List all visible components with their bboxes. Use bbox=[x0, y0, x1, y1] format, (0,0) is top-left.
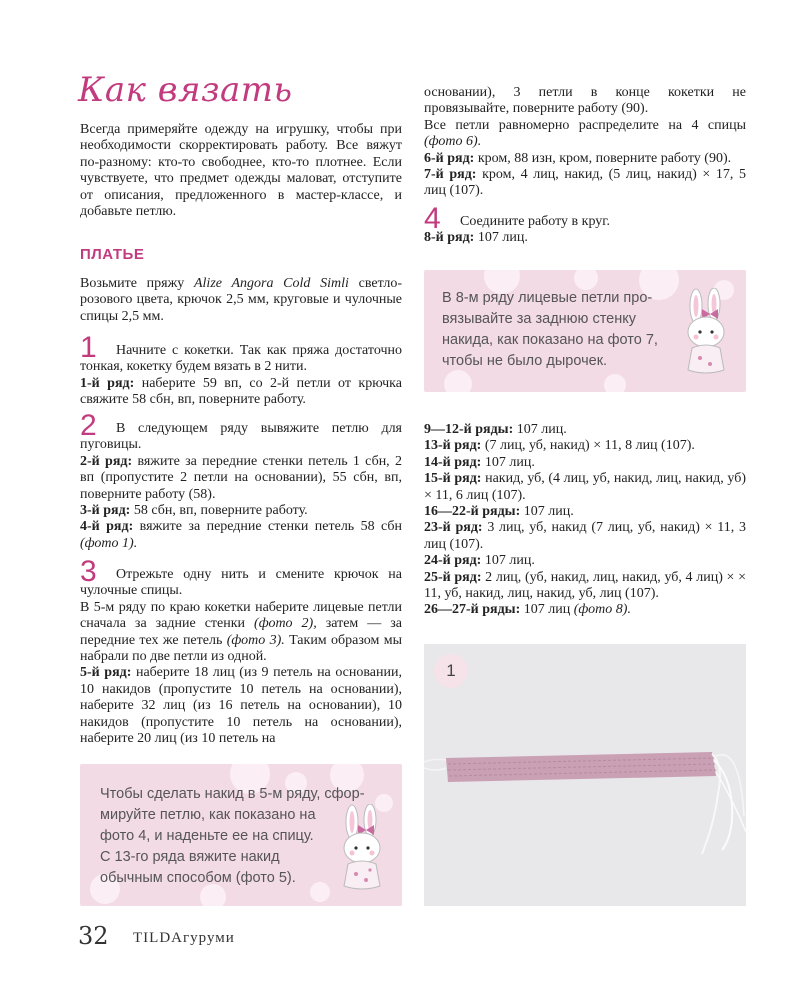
row-5-intro bbox=[80, 600, 402, 666]
text: Таким образом мы набрали по две петли из одной. bbox=[80, 632, 402, 665]
materials-block bbox=[80, 276, 402, 325]
row-label: 15-й ряд: bbox=[424, 471, 482, 487]
row-15 bbox=[424, 471, 746, 504]
row-label: 8-й ряд: bbox=[424, 230, 475, 246]
materials-text-a: Возьмите пряжу bbox=[80, 276, 194, 291]
brand-guruми: гуруми bbox=[183, 930, 235, 946]
row-label: 1-й ряд: bbox=[80, 375, 135, 391]
row-text: 58 сбн, вп, поверните работу. bbox=[130, 503, 308, 519]
row-13 bbox=[424, 438, 746, 454]
row-text: 3 лиц, уб, накид (7 лиц, уб, накид) × 11, 3 лиц (107). bbox=[424, 520, 746, 552]
tip-box-right bbox=[424, 270, 746, 392]
row-9-12 bbox=[424, 422, 746, 438]
row-26-27 bbox=[424, 602, 746, 618]
step-number: 1 bbox=[80, 331, 97, 364]
brand-tilda: TILDA bbox=[133, 930, 183, 946]
photo-1 bbox=[424, 644, 746, 906]
photo-ref: (фото 2), bbox=[254, 616, 317, 632]
crochet-strip-illustration-icon bbox=[424, 644, 746, 906]
row-6 bbox=[424, 151, 746, 167]
tip-line: обычным способом (фото 5). bbox=[100, 870, 296, 886]
row-label: 23-й ряд: bbox=[424, 520, 483, 536]
page-number: 32 bbox=[78, 922, 109, 950]
row-5 bbox=[80, 665, 402, 747]
bunny-illustration-icon bbox=[674, 288, 738, 380]
step-3-paragraph: Отрежьте одну нить и смените крючок на чулочные спицы. bbox=[80, 567, 402, 599]
row-text: кром, 4 лиц, накид, (5 лиц, накид) × 17, 5 лиц (107). bbox=[424, 167, 746, 199]
tip-line: чтобы не было дырочек. bbox=[442, 353, 608, 369]
row-text: вяжите за передние стенки петель 58 сбн bbox=[133, 519, 402, 535]
tip-text-right bbox=[442, 288, 692, 372]
tip-line: Чтобы сделать накид в 5-м ряду, сфор- bbox=[100, 786, 365, 802]
left-column bbox=[80, 122, 402, 220]
right-column bbox=[424, 85, 746, 200]
row-label: 9—12-й ряды: bbox=[424, 422, 514, 437]
row-text: 2 лиц, (уб, накид, лиц, накид, уб, 4 лиц) × × 11, уб, накид, лиц, накид, уб, лиц (107). bbox=[424, 569, 746, 602]
row-text: 107 лиц bbox=[520, 602, 574, 618]
step-2-body bbox=[80, 421, 402, 552]
row-text: кром, 88 изн, кром, поверните работу (90). bbox=[474, 150, 732, 166]
text: Все петли равномерно распределите на 4 спицы bbox=[424, 117, 746, 133]
row-8 bbox=[424, 230, 746, 246]
row-text: наберите 59 вп, со 2-й петли от крючка свяжите 58 сбн, вп, поверните работу. bbox=[80, 375, 402, 408]
row-25 bbox=[424, 570, 746, 603]
row-label: 26—27-й ряды: bbox=[424, 602, 521, 618]
step-3-body bbox=[80, 567, 402, 747]
tip-line: мируйте петлю, как показано на bbox=[100, 807, 316, 823]
row-label: 14-й ряд: bbox=[424, 454, 482, 470]
row-16-22 bbox=[424, 504, 746, 520]
step-1-paragraph: Начните с кокетки. Так как пряжа достаточно тонкая, кокетку будем вязать в 2 нити. bbox=[80, 343, 402, 375]
intro-paragraph: Всегда примеряйте одежду на игрушку, чтобы при необходимости скорректировать работу. Все вяжут по-разному: кто-то свободнее, кто-то плотнее. Если чувствуете, что предмет одежды маловат, отступите от описания, предложенного в мастер-классе, и добавьте петлю. bbox=[80, 122, 402, 220]
photo-ref: (фото 1). bbox=[80, 535, 138, 551]
step-2-paragraph: В следующем ряду вывяжите петлю для пуговицы. bbox=[80, 421, 402, 453]
row-24 bbox=[424, 553, 746, 569]
materials-paragraph bbox=[80, 276, 402, 325]
row-text: (7 лиц, уб, накид) × 11, 8 лиц (107). bbox=[481, 438, 695, 454]
row-4 bbox=[80, 519, 402, 552]
continuation-paragraph: основании), 3 петли в конце кокетки не провязывайте, поверните работу (90). bbox=[424, 85, 746, 117]
rows-block bbox=[424, 422, 746, 619]
row-label: 24-й ряд: bbox=[424, 553, 482, 569]
page-title: Как вязать bbox=[78, 70, 293, 110]
photo-ref: (фото 3). bbox=[226, 632, 285, 648]
photo-number-badge: 1 bbox=[434, 654, 468, 688]
row-label: 25-й ряд: bbox=[424, 569, 482, 585]
materials-text-b: светло-розового цвета, крючок 2,5 мм, круговые и чулочные спицы 2,5 мм. bbox=[80, 276, 403, 324]
row-label: 5-й ряд: bbox=[80, 665, 132, 681]
step-1-body bbox=[80, 343, 402, 409]
row-label: 7-й ряд: bbox=[424, 167, 477, 183]
step-number: 3 bbox=[80, 555, 97, 588]
distribute-paragraph bbox=[424, 118, 746, 151]
photo-ref: (фото 8). bbox=[573, 602, 631, 618]
footer-brand bbox=[133, 930, 235, 947]
row-text: 107 лиц. bbox=[481, 553, 535, 569]
row-text: 107 лиц. bbox=[520, 504, 574, 520]
row-label: 3-й ряд: bbox=[80, 503, 131, 519]
row-14 bbox=[424, 455, 746, 471]
row-label: 16—22-й ряды: bbox=[424, 504, 521, 520]
tip-line: вязывайте за заднюю стенку bbox=[442, 311, 636, 327]
tip-box-left bbox=[80, 764, 402, 906]
step-4-paragraph: Соедините работу в круг. bbox=[460, 214, 610, 229]
tip-line: В 8-м ряду лицевые петли про- bbox=[442, 290, 653, 306]
yarn-name: Alize Angora Cold Simli bbox=[193, 276, 349, 291]
section-heading: ПЛАТЬЕ bbox=[80, 246, 145, 263]
row-7 bbox=[424, 167, 746, 200]
tip-line: С 13-го ряда вяжите накид bbox=[100, 849, 280, 865]
photo-ref: (фото 6). bbox=[424, 134, 482, 150]
row-label: 6-й ряд: bbox=[424, 150, 475, 166]
row-text: вяжите за передние стенки петель 1 сбн, 2 вп (пропустите 2 петли на основании), 55 сбн, вп, поверните работу (58). bbox=[80, 453, 402, 502]
step-number: 2 bbox=[80, 409, 97, 442]
row-text: 107 лиц. bbox=[513, 422, 567, 437]
row-text: 107 лиц. bbox=[474, 230, 528, 246]
row-text: 107 лиц. bbox=[481, 454, 535, 470]
step-4-body bbox=[424, 214, 746, 247]
row-label: 13-й ряд: bbox=[424, 438, 482, 454]
text: В 5-м ряду по краю кокетки наберите лицевые петли сначала за задние стенки bbox=[80, 599, 402, 632]
row-label: 4-й ряд: bbox=[80, 519, 134, 535]
row-1 bbox=[80, 376, 402, 409]
row-text: накид, уб, (4 лиц, уб, накид, лиц, накид, уб) × 11, 6 лиц (107). bbox=[424, 471, 747, 503]
tip-line: фото 4, и наденьте ее на спицу. bbox=[100, 828, 314, 844]
row-23 bbox=[424, 520, 746, 553]
text: затем — за передние тех же петель bbox=[80, 616, 402, 648]
step-number: 4 bbox=[424, 202, 441, 235]
tip-line: накида, как показано на фото 7, bbox=[442, 332, 658, 348]
row-label: 2-й ряд: bbox=[80, 453, 133, 469]
row-2 bbox=[80, 454, 402, 503]
row-text: наберите 18 лиц (из 9 петель на основании, 10 накидов (пропустите 10 петель на основании), наберите 32 лиц (из 16 петель на основании), 10 накидов (пропустите 10 петель на основании), наберите 20 лиц (из 10 петель на bbox=[80, 665, 403, 747]
row-3 bbox=[80, 503, 402, 519]
bunny-illustration-icon bbox=[330, 804, 394, 896]
